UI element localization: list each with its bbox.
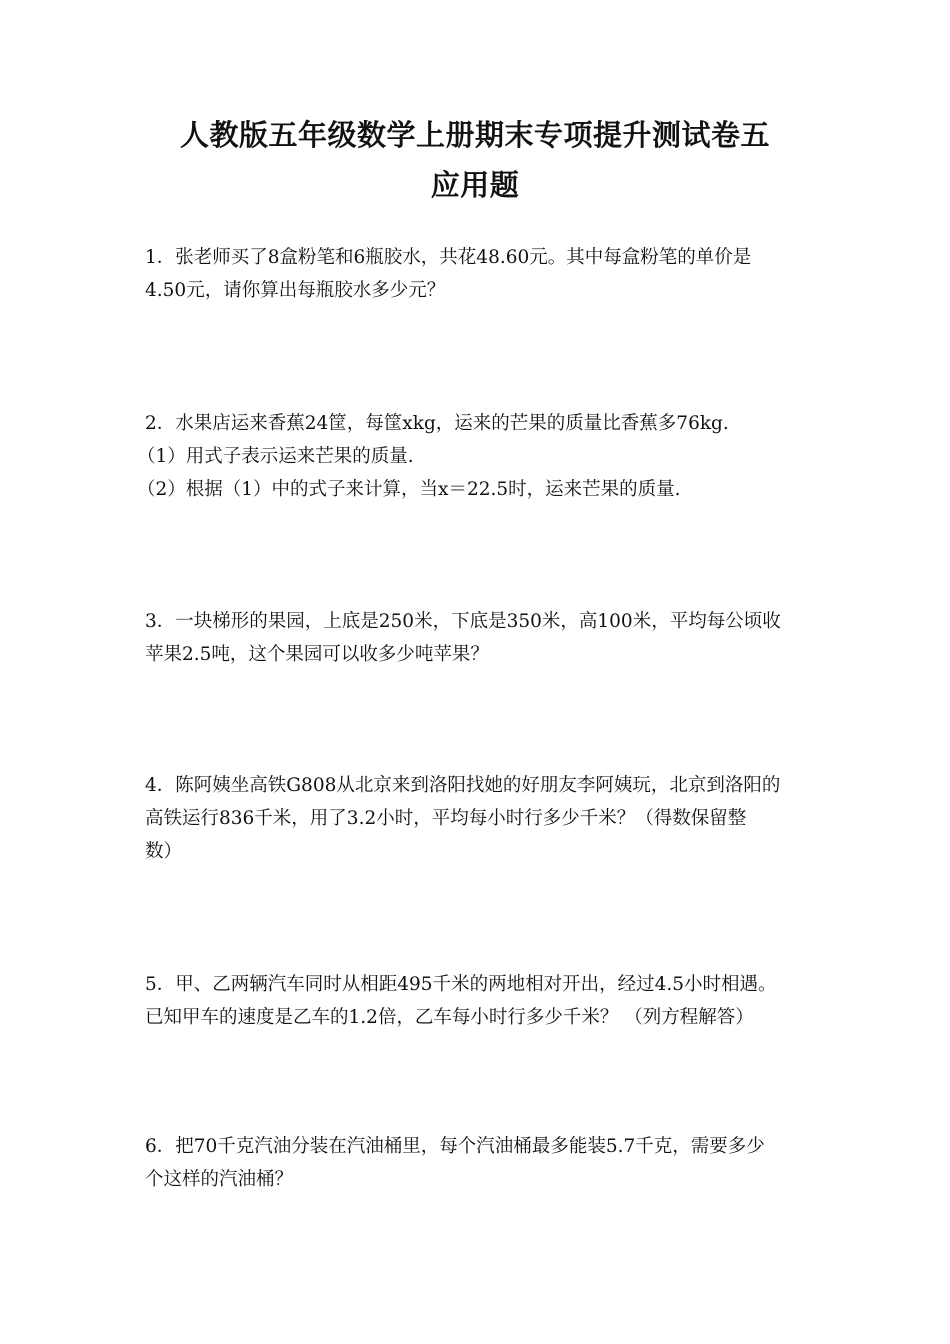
question-4-line-1: 4．陈阿姨坐高铁G808从北京来到洛阳找她的好朋友李阿姨玩，北京到洛阳的 <box>145 775 781 796</box>
question-5 <box>145 968 810 1034</box>
document-subtitle: 应用题 <box>430 168 520 202</box>
question-4-line-3: 数） <box>145 841 183 862</box>
question-1-line-1: 1．张老师买了8盒粉笔和6瓶胶水，共花48.60元。其中每盒粉笔的单价是 <box>145 247 752 268</box>
question-2 <box>137 407 810 506</box>
question-3 <box>145 605 810 671</box>
question-5-line-2: 已知甲车的速度是乙车的1.2倍，乙车每小时行多少千米？ （列方程解答） <box>145 1007 754 1028</box>
question-6 <box>145 1130 810 1196</box>
question-1 <box>145 241 810 307</box>
question-5-line-1: 5．甲、乙两辆汽车同时从相距495千米的两地相对开出，经过4.5小时相遇。 <box>145 974 777 995</box>
document-title: 人教版五年级数学上册期末专项提升测试卷五 <box>179 118 770 152</box>
question-6-line-2: 个这样的汽油桶？ <box>145 1169 294 1190</box>
question-6-line-1: 6．把70千克汽油分装在汽油桶里，每个汽油桶最多能装5.7千克，需要多少 <box>145 1136 765 1157</box>
question-3-line-2: 苹果2.5吨，这个果园可以收多少吨苹果？ <box>145 644 489 665</box>
question-4 <box>145 769 810 868</box>
question-2-part-1: （1）用式子表示运来芒果的质量. <box>137 446 414 467</box>
question-3-line-1: 3．一块梯形的果园，上底是250米，下底是350米，高100米，平均每公顷收 <box>145 611 781 632</box>
question-4-line-2: 高铁运行836千米，用了3.2小时，平均每小时行多少千米？（得数保留整 <box>145 808 747 829</box>
question-2-line-1: 2．水果店运来香蕉24筐，每筐xkg，运来的芒果的质量比香蕉多76kg. <box>145 413 729 434</box>
question-2-part-2: （2）根据（1）中的式子来计算，当x＝22.5时，运来芒果的质量. <box>137 479 681 500</box>
question-1-line-2: 4.50元，请你算出每瓶胶水多少元？ <box>145 280 446 301</box>
